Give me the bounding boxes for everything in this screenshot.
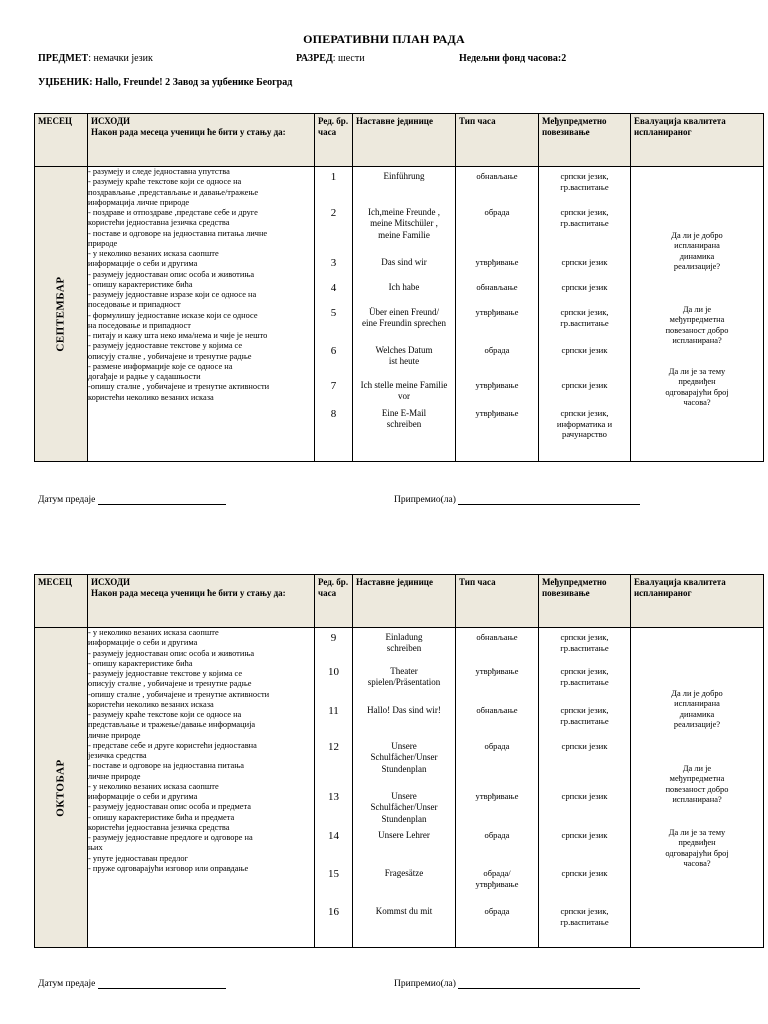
cross-text: српски језик [561, 741, 608, 751]
outcome-line: - размене информације које се односе на [88, 361, 233, 371]
eval-text: Да ли је добро [671, 689, 723, 698]
lesson-text: meine Familie [378, 229, 430, 240]
lesson-item [353, 257, 455, 268]
subject-label: ПРЕДМЕТ [38, 53, 89, 64]
lesson-item [353, 830, 455, 841]
outcome-line: -опишу сталне , уобичајене и тренутне активности [88, 382, 270, 392]
eval-question [635, 305, 759, 346]
num-item: 1 [330, 171, 337, 183]
cross-text: српски језик, [560, 666, 609, 676]
cross-cell [539, 167, 631, 462]
type-item [456, 830, 538, 841]
cross-text: информатика и [556, 418, 613, 429]
outcome-line: - разумеју једноставне текстове у којима се [88, 669, 243, 678]
outcome-line: користећи једноставна језичка средства [88, 822, 230, 832]
outcome-line: - у неколико везаних исказа саопште [88, 628, 219, 637]
eval-list [631, 628, 763, 947]
type-item [456, 282, 538, 293]
lesson-text: Unsere [391, 791, 417, 801]
cross-text: српски језик, [560, 408, 609, 418]
type-cell [456, 628, 539, 948]
lesson-text: Fragesätze [384, 868, 424, 878]
outcome-line: - разумеју краће текстове који се односе на [88, 710, 242, 719]
eval-text: одговарајући број [665, 848, 729, 858]
plan-table-october [34, 574, 764, 948]
type-text: обрада [484, 830, 510, 840]
lesson-text: Stundenplan [381, 813, 427, 824]
col-cross: Међупредметно повезивање [539, 114, 631, 167]
lesson-item [353, 632, 455, 655]
outcome-line: језичка средства [88, 751, 147, 760]
outcome-line: - разумеју једноставне предлоге и одговоре на [88, 833, 253, 842]
type-text: обрада [484, 345, 510, 355]
eval-text: испланирана [674, 699, 720, 709]
lesson-text: Das sind wir [381, 257, 427, 267]
type-text: обрада [484, 207, 510, 217]
col-outcomes [88, 114, 315, 167]
cross-text: српски језик [561, 830, 608, 840]
type-item [456, 741, 538, 752]
table-header-row [35, 114, 764, 167]
eval-question [635, 828, 759, 869]
outcome-line: догађаје и радње у садашњости [88, 372, 201, 381]
outcome-line: - разумеју и следе једноставна упутства [88, 167, 230, 176]
cross-item [539, 257, 630, 268]
lesson-item [353, 741, 455, 775]
type-text: обнављање [476, 282, 518, 292]
cross-item [539, 868, 630, 879]
outcome-line: - формулишу једноставне исказе који се односе [88, 310, 258, 320]
eval-text: испланирана [674, 241, 720, 251]
type-cell [456, 167, 539, 462]
type-item [456, 345, 538, 356]
type-text: обрада [484, 741, 510, 751]
lesson-item [353, 705, 455, 716]
type-item [456, 868, 538, 889]
prepared-by-1 [394, 495, 640, 505]
eval-text: динамика [679, 251, 715, 261]
outcome-line: поседовање и припадност [88, 300, 181, 310]
num-item: 14 [328, 830, 339, 842]
cross-cell [539, 628, 631, 948]
cross-text: гр.васпитање [560, 715, 609, 726]
cross-text: гр.васпитање [560, 916, 609, 927]
type-text: утврђивање [475, 307, 519, 317]
eval-text: међупредметна [669, 774, 725, 784]
outcome-line: информације о себи и другима [88, 638, 198, 648]
lesson-text: Einführung [383, 171, 425, 181]
grade-value: : шести [332, 53, 365, 64]
type-item [456, 632, 538, 643]
eval-question [635, 231, 759, 272]
type-text: утврђивање [475, 878, 519, 889]
cross-text: српски језик [561, 791, 608, 801]
grade-line [296, 53, 365, 64]
lesson-item [353, 868, 455, 879]
type-item [456, 257, 538, 268]
num-list [315, 167, 352, 457]
type-item [456, 408, 538, 419]
cross-text: гр.васпитање [560, 217, 609, 228]
lesson-text: Ich,meine Freunde , [368, 207, 440, 217]
type-list [456, 628, 538, 945]
outcome-line: - опишу карактеристике бића и предмета [88, 812, 235, 822]
handover-label: Датум предаје [38, 495, 96, 505]
page-title: ОПЕРАТИВНИ ПЛАН РАДА [303, 32, 465, 46]
outcome-line: користећи неколико везаних исказа [88, 392, 214, 402]
lesson-text: Theater [390, 666, 418, 676]
eval-text: Да ли је за тему [668, 367, 726, 376]
cross-item [539, 632, 630, 653]
type-item [456, 307, 538, 318]
num-item: 2 [330, 207, 337, 219]
eval-question [635, 689, 759, 730]
col-cross: Међупредметно повезивање [539, 575, 631, 628]
outcome-line: -опишу сталне , уобичајене и тренутне активности [88, 689, 270, 699]
eval-text: одговарајући број [665, 387, 729, 397]
type-text: обрада/ [483, 868, 511, 878]
prepared-line[interactable] [458, 504, 640, 505]
lesson-text: Ich habe [388, 282, 420, 292]
num-item: 12 [328, 741, 339, 753]
eval-text: реализације? [673, 261, 721, 271]
num-item: 8 [330, 408, 337, 420]
lesson-text: Kommst du mit [375, 906, 433, 916]
col-month: МЕСЕЦ [35, 114, 88, 167]
eval-list [631, 167, 763, 461]
lesson-text: schreiben [386, 643, 422, 654]
col-num: Ред. бр. часа [315, 575, 353, 628]
month-label: СЕПТЕМБАР [54, 276, 67, 352]
col-type: Тип часа [456, 114, 539, 167]
cross-text: гр.васпитање [560, 676, 609, 687]
outcome-line: - упуте једноставан предлог [88, 853, 188, 863]
textbook-label: УЏБЕНИК [38, 77, 90, 88]
lesson-text: Unsere [391, 741, 417, 751]
col-outcomes-sub: Након рада месеца ученици ће бити у стању да: [91, 126, 286, 137]
type-text: утврђивање [475, 791, 519, 801]
eval-text: Да ли је [682, 764, 712, 773]
lesson-cell [353, 167, 456, 462]
eval-text: повезаност добро [665, 325, 729, 335]
lesson-text: Welches Datum [375, 345, 433, 355]
textbook-value: : Hallo, Freunde! 2 Завод за уџбенике Београд [89, 77, 293, 88]
outcome-line: - разумеју једноставан опис особа и животиња [88, 269, 255, 279]
eval-cell [631, 167, 764, 462]
type-text: обнављање [476, 705, 518, 715]
outcome-line: - разумеју једноставан опис особа и животиња [88, 648, 255, 658]
lesson-item [353, 207, 455, 241]
outcome-line: информација личне природе [88, 197, 190, 207]
col-eval: Евалуација квалитета испланираног [631, 114, 764, 167]
cross-text: српски језик, [560, 632, 609, 642]
cross-item [539, 345, 630, 356]
cross-text: српски језик, [560, 307, 609, 317]
cross-text: српски језик [561, 868, 608, 878]
outcome-line: описују сталне , уобичајене и тренутне радње [88, 351, 252, 361]
lesson-item [353, 380, 455, 403]
num-item: 11 [328, 705, 339, 717]
type-text: обрада [484, 906, 510, 916]
eval-text: предвиђен [678, 377, 716, 387]
cross-text: гр.васпитање [560, 642, 609, 653]
prepared-line[interactable] [458, 988, 640, 989]
weekly-hours [459, 53, 566, 64]
lesson-item [353, 906, 455, 917]
outcome-line: информације о себи и другима [88, 792, 198, 801]
handover-line[interactable] [98, 504, 226, 505]
lesson-text: Eine E-Mail [381, 408, 427, 418]
col-month: МЕСЕЦ [35, 575, 88, 628]
grade-label: РАЗРЕД [296, 53, 333, 64]
cross-list [539, 167, 630, 460]
outcome-line: - опишу карактеристике бића [88, 658, 193, 668]
eval-text: Да ли је добро [671, 231, 723, 240]
prepared-label: Припремио(ла) [394, 979, 456, 989]
col-lesson: Наставне јединице [353, 114, 456, 167]
type-item [456, 207, 538, 218]
cross-text: српски језик, [560, 171, 609, 181]
eval-question [635, 764, 759, 805]
lesson-text: Schulfächer/Unser [370, 802, 438, 813]
outcomes-list [88, 167, 314, 403]
cross-item [539, 171, 630, 192]
lesson-text: ist heute [388, 356, 420, 367]
cross-text: српски језик [561, 257, 608, 267]
outcome-line: њих [88, 843, 103, 853]
outcomes-cell [88, 167, 315, 462]
lesson-text: Stundenplan [381, 763, 427, 774]
cross-text: рачунарство [562, 429, 607, 440]
num-item: 5 [330, 307, 337, 319]
num-item: 4 [330, 282, 337, 294]
table-body-row [35, 628, 764, 948]
eval-text: часова? [683, 397, 711, 407]
outcome-line: поздрављање ,представљање и давање/тражење [88, 187, 259, 197]
eval-question [635, 367, 759, 408]
cross-text: гр.васпитање [560, 317, 609, 328]
table-body-row [35, 167, 764, 462]
col-num: Ред. бр. часа [315, 114, 353, 167]
type-item [456, 666, 538, 677]
cross-item [539, 705, 630, 726]
outcome-line: представљање и тражење/давање информација [88, 720, 256, 730]
num-item: 9 [330, 632, 337, 644]
prepared-label: Припремио(ла) [394, 495, 456, 505]
lesson-list [353, 628, 455, 944]
cross-item [539, 207, 630, 228]
col-outcomes-sub: Након рада месеца ученици ће бити у стању да: [91, 587, 286, 598]
outcomes-list [88, 628, 314, 874]
lesson-text: Unsere Lehrer [378, 830, 430, 840]
cross-item [539, 282, 630, 293]
lesson-item [353, 307, 455, 330]
outcome-line: описују сталне , уобичајене и тренутне радње [88, 679, 252, 689]
num-cell [315, 167, 353, 462]
outcome-line: - поставе и одговоре на једноставна питања [88, 761, 244, 771]
eval-text: динамика [679, 709, 715, 719]
col-outcomes [88, 575, 315, 628]
textbook-line [38, 77, 292, 88]
lesson-text: spielen/Präsentation [367, 677, 441, 688]
type-list [456, 167, 538, 459]
num-item: 13 [328, 791, 339, 803]
num-item: 15 [328, 868, 339, 880]
handover-line[interactable] [98, 988, 226, 989]
num-list [315, 628, 352, 943]
num-item: 16 [328, 906, 339, 918]
eval-text: међупредметна [669, 315, 725, 325]
col-type: Тип часа [456, 575, 539, 628]
type-text: обнављање [476, 171, 518, 181]
subject-line [38, 53, 153, 64]
type-text: утврђивање [475, 408, 519, 418]
type-item [456, 791, 538, 802]
cross-item [539, 666, 630, 687]
col-lesson: Наставне јединице [353, 575, 456, 628]
subject-value: : немачки језик [88, 53, 153, 64]
outcome-line: - разумеју једноставне текстове у којима се [88, 341, 243, 351]
cross-item [539, 408, 630, 440]
cross-item [539, 791, 630, 802]
num-item: 6 [330, 345, 337, 357]
lesson-item [353, 171, 455, 182]
cross-list [539, 628, 630, 946]
lesson-list [353, 167, 455, 458]
num-item: 10 [328, 666, 339, 678]
eval-text: предвиђен [678, 838, 716, 848]
outcome-line: - у неколико везаних исказа саопште [88, 781, 219, 791]
lesson-text: meine Mitschüler , [370, 218, 438, 229]
outcome-line: - пруже одговарајући изговор или оправдање [88, 863, 249, 873]
cross-item [539, 380, 630, 391]
cross-text: гр.васпитање [560, 181, 609, 192]
cross-item [539, 741, 630, 752]
eval-text: Да ли је [682, 305, 712, 314]
eval-text: часова? [683, 858, 711, 868]
prepared-by-2 [394, 979, 640, 989]
type-text: утврђивање [475, 257, 519, 267]
eval-text: повезаност добро [665, 784, 729, 794]
col-eval: Евалуација квалитета испланираног [631, 575, 764, 628]
outcome-line: информације о себи и другима [88, 259, 198, 269]
outcome-line: користећи једноставна језичка средства [88, 218, 230, 228]
lesson-item [353, 791, 455, 825]
month-label: ОКТОБАР [54, 758, 67, 817]
outcome-line: - поздраве и отпоздраве ,представе себе и друге [88, 208, 258, 217]
eval-text: Да ли је за тему [668, 828, 726, 837]
cross-item [539, 906, 630, 927]
cross-text: српски језик [561, 380, 608, 390]
outcome-line: - разумеју краће текстове који се односе на [88, 177, 242, 187]
cross-item [539, 307, 630, 328]
lesson-text: Hallo! Das sind wir! [367, 705, 441, 715]
lesson-text: Schulfächer/Unser [370, 752, 438, 763]
outcome-line: - у неколико везаних исказа саопште [88, 249, 219, 258]
lesson-text: Ich stelle meine Familie [360, 380, 448, 390]
cross-text: српски језик [561, 282, 608, 292]
type-item [456, 705, 538, 716]
eval-cell [631, 628, 764, 948]
handover-date-1 [38, 495, 226, 505]
eval-text: испланирана? [672, 335, 722, 345]
col-outcomes-title: ИСХОДИ [91, 577, 131, 587]
lesson-text: vor [398, 391, 410, 402]
lesson-text: schreiben [386, 419, 422, 430]
plan-table-september [34, 113, 764, 462]
outcome-line: личне природе [88, 771, 141, 781]
outcome-line: - поставе и одговоре на једноставна питања личне [88, 228, 268, 238]
type-item [456, 380, 538, 391]
lesson-text: eine Freundin sprechen [362, 318, 446, 329]
col-outcomes-title: ИСХОДИ [91, 116, 131, 126]
num-item: 7 [330, 380, 337, 392]
outcome-line: - разумеју једноставан опис особа и предмета [88, 802, 251, 812]
eval-text: реализације? [673, 719, 721, 729]
lesson-item [353, 345, 455, 368]
weekly-hours-label: Недељни фонд часова:2 [459, 53, 567, 64]
month-cell [35, 167, 88, 462]
month-cell [35, 628, 88, 948]
eval-text: испланирана? [672, 794, 722, 804]
outcome-line: - представе себе и друге користећи једноставна [88, 740, 257, 750]
outcome-line: - опишу карактеристике бића [88, 279, 193, 289]
outcome-line: - питају и кажу шта неко има/нема и чије је нешто [88, 331, 268, 340]
handover-date-2 [38, 979, 226, 989]
type-text: обнављање [476, 632, 518, 642]
lesson-item [353, 666, 455, 689]
cross-text: српски језик, [560, 207, 609, 217]
type-item [456, 171, 538, 182]
lesson-text: Einladung [385, 632, 423, 642]
cross-item [539, 830, 630, 841]
outcome-line: природе [88, 238, 118, 248]
lesson-cell [353, 628, 456, 948]
cross-text: српски језик [561, 345, 608, 355]
table-header-row [35, 575, 764, 628]
type-text: утврђивање [475, 666, 519, 676]
type-text: утврђивање [475, 380, 519, 390]
lesson-item [353, 282, 455, 293]
outcome-line: на поседовање и припадност [88, 320, 191, 330]
lesson-item [353, 408, 455, 431]
outcome-line: личне природе [88, 730, 141, 740]
handover-label: Датум предаје [38, 979, 96, 989]
outcome-line: користећи неколико везаних исказа [88, 699, 214, 709]
outcomes-cell [88, 628, 315, 948]
type-item [456, 906, 538, 917]
cross-text: српски језик, [560, 906, 609, 916]
cross-text: српски језик, [560, 705, 609, 715]
num-cell [315, 628, 353, 948]
outcome-line: - разумеју једноставне изразе који се односе на [88, 290, 257, 299]
lesson-text: Über einen Freund/ [369, 307, 439, 317]
num-item: 3 [330, 257, 337, 269]
